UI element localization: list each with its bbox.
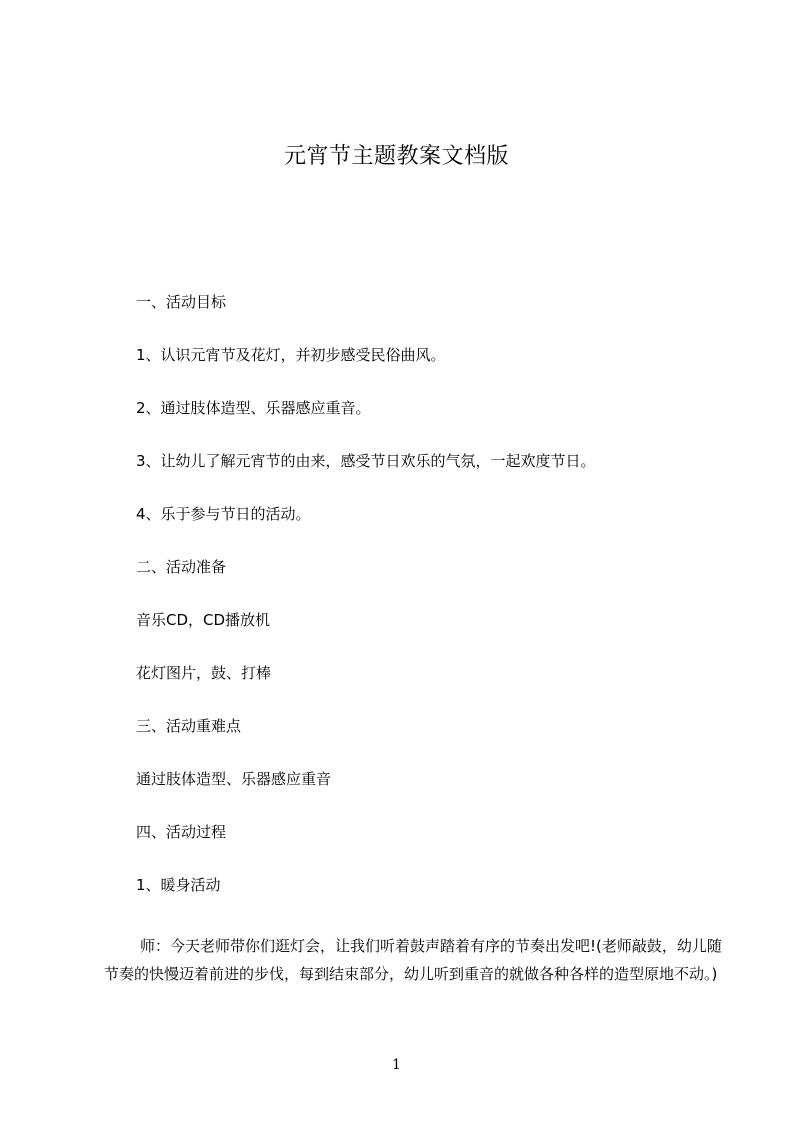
section-heading-key-points: 三、活动重难点 (136, 717, 242, 735)
process-paragraph: 师：今天老师带你们逛灯会，让我们听着鼓声踏着有序的节奏出发吧!(老师敲鼓，幼儿随节奏的快慢迈着前进的步伐，每到结束部分，幼儿听到重音的就做各种各样的造型原地不动。) (104, 937, 722, 983)
process-item-1: 1、暖身活动 (136, 876, 221, 894)
goal-item-1: 1、认识元宵节及花灯，并初步感受民俗曲风。 (136, 346, 446, 364)
section-heading-goals: 一、活动目标 (136, 293, 227, 311)
section-heading-process: 四、活动过程 (136, 823, 227, 841)
key-point-item: 通过肢体造型、乐器感应重音 (136, 770, 332, 788)
goal-item-2: 2、通过肢体造型、乐器感应重音。 (136, 399, 371, 417)
goal-item-4: 4、乐于参与节日的活动。 (136, 505, 311, 523)
preparation-item-1: 音乐CD，CD播放机 (136, 611, 271, 629)
goal-item-3: 3、让幼儿了解元宵节的由来，感受节日欢乐的气氛，一起欢度节日。 (136, 452, 596, 470)
document-title: 元宵节主题教案文档版 (283, 144, 509, 169)
preparation-item-2: 花灯图片，鼓、打棒 (136, 664, 272, 682)
section-heading-preparation: 二、活动准备 (136, 558, 227, 576)
page-number: 1 (392, 1057, 401, 1073)
